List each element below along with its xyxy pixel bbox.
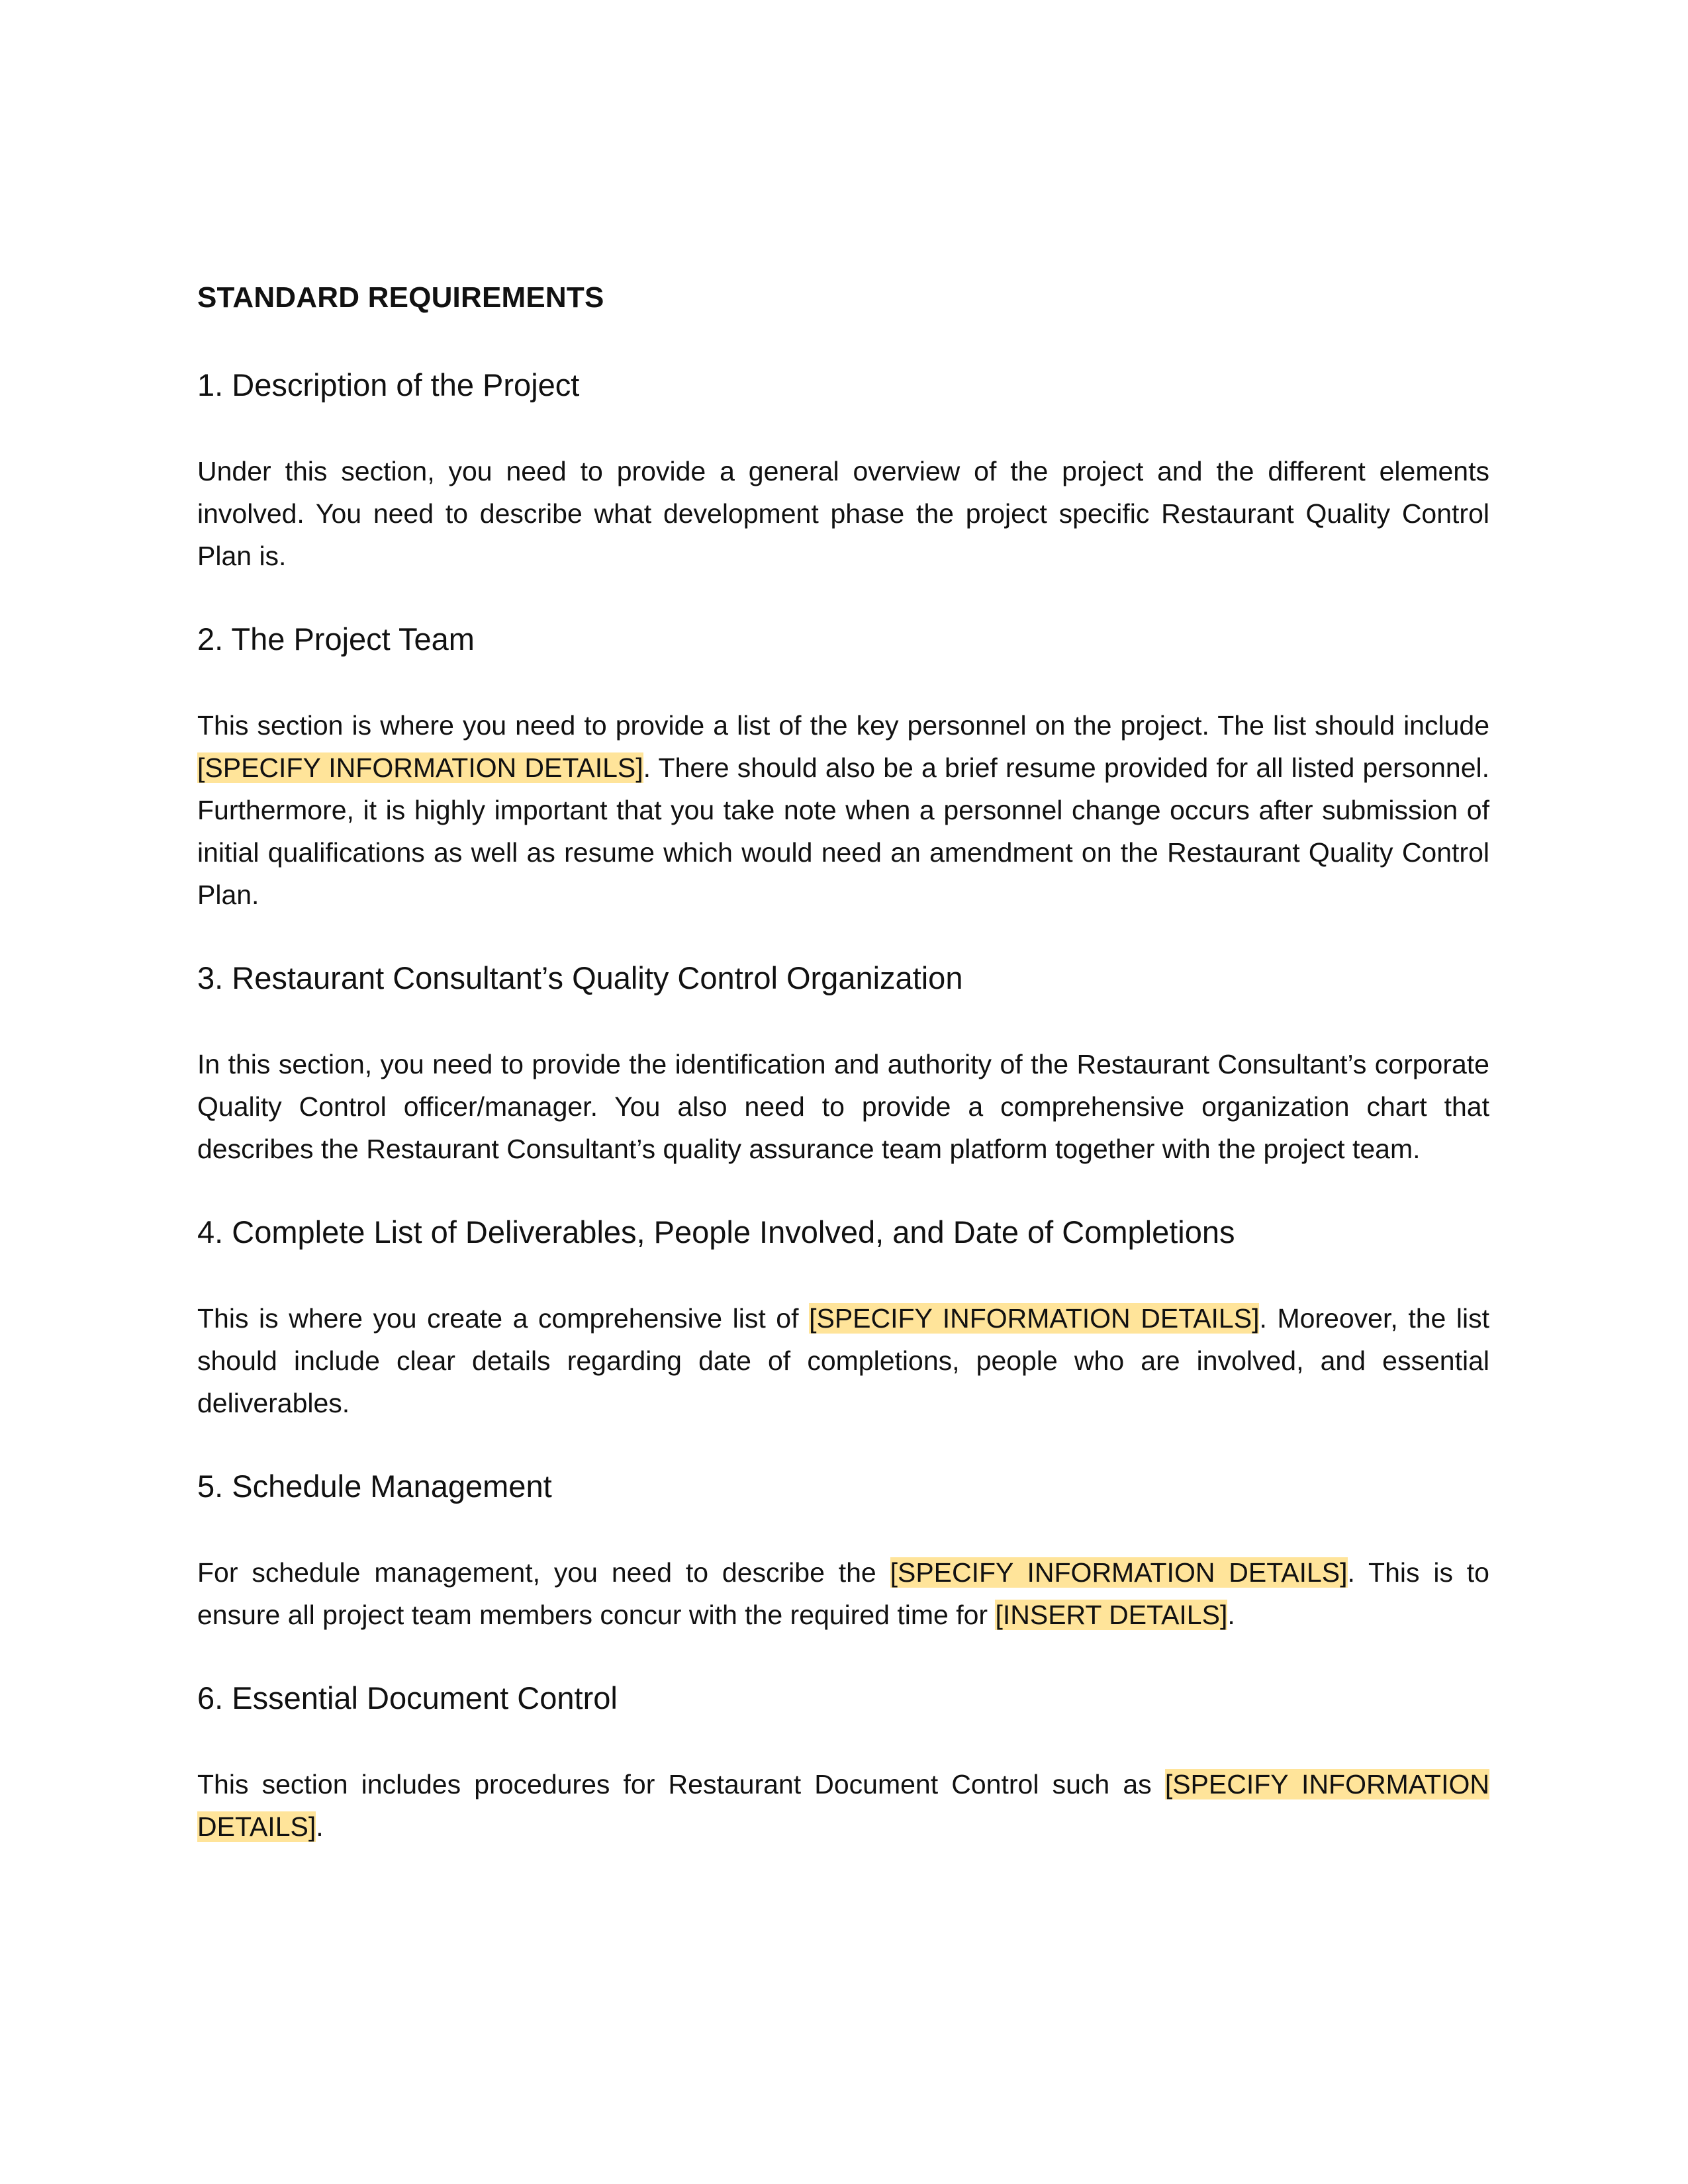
paragraph-text: . Moreover, the list should include clear details regarding date of completions, people who are involved, and essential deliverables. — [197, 1303, 1489, 1418]
section-paragraph-qc-organization — [197, 1043, 1489, 1170]
paragraph-text: Under this section, you need to provide a general overview of the project and the different elements involved. You need to describe what development phase the project specific Restaurant Quality Control Plan is. — [197, 456, 1489, 571]
section-paragraph-project-team — [197, 704, 1489, 916]
placeholder-highlight: [SPECIFY INFORMATION DETAILS] — [890, 1557, 1348, 1588]
paragraph-text: This is where you create a comprehensive list of — [197, 1303, 810, 1334]
placeholder-highlight: [SPECIFY INFORMATION DETAILS] — [809, 1303, 1260, 1334]
paragraph-text: In this section, you need to provide the identification and authority of the Restaurant Consultant’s corporate Quality Control officer/manager. You also need to provide a comprehensive organization chart that describes the Restaurant Consultant’s quality assurance team platform together with the project team. — [197, 1049, 1489, 1164]
paragraph-text: For schedule management, you need to describe the — [197, 1557, 890, 1588]
section-heading-qc-organization: 3. Restaurant Consultant’s Quality Control Organization — [197, 960, 963, 995]
paragraph-text: . — [1227, 1600, 1235, 1630]
paragraph-text: . There should also be a brief resume provided for all listed personnel. Furthermore, it is highly important that you take note when a personnel change occurs after submission of initial qualifications as well as resume which would need an amendment on the Restaurant Quality Control Plan. — [197, 752, 1489, 910]
section-paragraph-document-control — [197, 1763, 1489, 1848]
placeholder-highlight: [SPECIFY INFORMATION DETAILS] — [197, 1769, 1489, 1842]
paragraph-text: This section is where you need to provide a list of the key personnel on the project. The list should include — [197, 710, 1489, 741]
section-heading-document-control: 6. Essential Document Control — [197, 1680, 618, 1715]
section-heading-description: 1. Description of the Project — [197, 367, 580, 402]
section-heading-deliverables: 4. Complete List of Deliverables, People Involved, and Date of Completions — [197, 1214, 1235, 1250]
placeholder-highlight: [SPECIFY INFORMATION DETAILS] — [197, 752, 643, 783]
section-paragraph-description — [197, 450, 1489, 577]
paragraph-text: . This is to ensure all project team members concur with the required time for — [197, 1557, 1489, 1630]
section-heading-project-team: 2. The Project Team — [197, 621, 475, 657]
document-title: STANDARD REQUIREMENTS — [197, 281, 604, 314]
section-paragraph-schedule-management — [197, 1551, 1489, 1636]
section-heading-schedule-management: 5. Schedule Management — [197, 1469, 552, 1504]
document-body — [197, 278, 1489, 1890]
section-paragraph-deliverables — [197, 1297, 1489, 1424]
placeholder-highlight: [INSERT DETAILS] — [995, 1600, 1228, 1630]
paragraph-text: . — [316, 1811, 324, 1842]
paragraph-text: This section includes procedures for Restaurant Document Control such as — [197, 1769, 1165, 1799]
